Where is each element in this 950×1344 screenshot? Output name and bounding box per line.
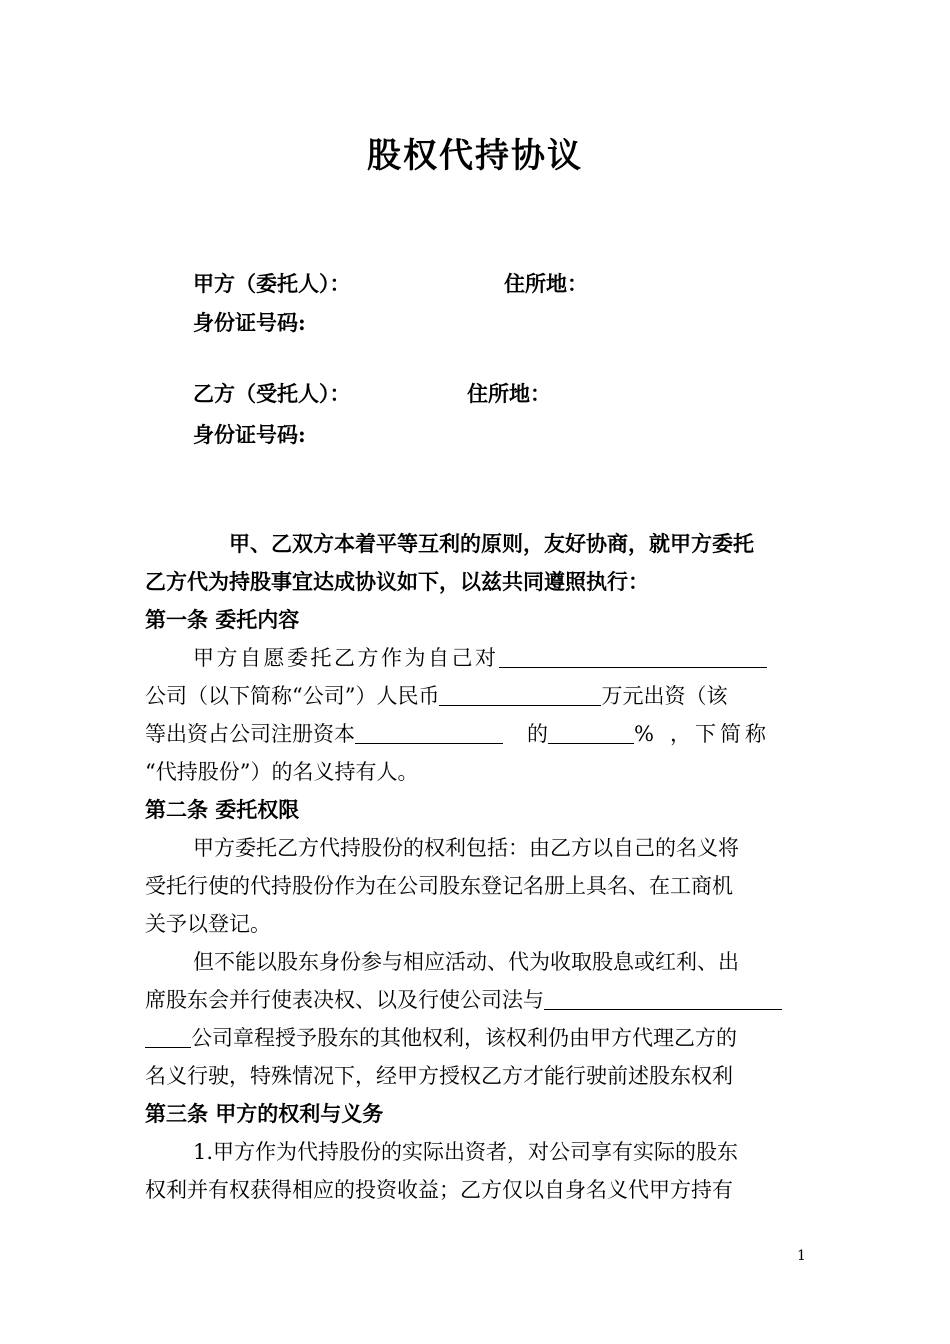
percent-sign: % [634, 722, 654, 746]
registered-capital-blank[interactable] [355, 719, 503, 744]
percentage-blank[interactable] [548, 719, 634, 744]
article-1-text: ，下简称 [669, 722, 770, 746]
article-2-p1-line-3: 关予以登记。 [145, 912, 271, 936]
party-a-address-label: 住所地： [504, 271, 588, 296]
party-b-id-label: 身份证号码: [193, 422, 306, 447]
party-b-label: 乙方（受托人）： [193, 381, 351, 406]
party-a-id-label: 身份证号码: [193, 310, 306, 335]
article-1-text: 甲方自愿委托乙方作为自己对 [193, 646, 499, 670]
article-1-text: 等出资占公司注册资本 [145, 722, 355, 746]
article-2-p2-line-2 [145, 981, 807, 1019]
party-b-address-label: 住所地： [467, 381, 551, 406]
article-1-line-4: “代持股份”）的名义持有人。 [145, 760, 419, 784]
article-2-p2-line-4: 名义行驶，特殊情况下，经甲方授权乙方才能行驶前述股东权利 [145, 1064, 733, 1088]
preamble-line-2: 乙方代为持股事宜达成协议如下，以兹共同遵照执行： [145, 569, 649, 594]
amount-blank[interactable] [439, 681, 601, 706]
article-2-heading: 第二条 委托权限 [145, 797, 300, 822]
agreement-body [145, 525, 807, 1209]
article-1-text: 的 [527, 722, 548, 746]
page-number: 1 [797, 1248, 806, 1264]
article-2-p1-line-2: 受托行使的代持股份作为在公司股东登记名册上具名、在工商机 [145, 874, 733, 898]
article-1-text: 万元出资（该 [601, 684, 728, 708]
article-1-heading: 第一条 委托内容 [145, 607, 300, 632]
party-a-label: 甲方（委托人）： [193, 271, 351, 296]
article-2-p2-line-1: 但不能以股东身份参与相应活动、代为收取股息或红利、出 [193, 950, 739, 974]
article-3-p1-line-1: 1.甲方作为代持股份的实际出资者，对公司享有实际的股东 [193, 1140, 739, 1164]
article-2-text: 席股东会并行使表决权、以及行使公司法与 [145, 988, 544, 1012]
article-1-line-1 [145, 639, 807, 677]
law-blank-continued[interactable] [145, 1023, 191, 1048]
article-2-p2-line-3 [145, 1019, 807, 1057]
article-2-text: 公司章程授予股东的其他权利，该权利仍由甲方代理乙方的 [191, 1026, 737, 1050]
article-3-p1-line-2: 权利并有权获得相应的投资收益；乙方仅以自身名义代甲方持有 [145, 1178, 733, 1202]
document-title: 股权代持协议 [367, 136, 583, 176]
company-name-blank[interactable] [499, 643, 767, 668]
article-1-text: 公司（以下简称“公司”）人民币 [145, 684, 440, 708]
article-2-p1-line-1: 甲方委托乙方代持股份的权利包括：由乙方以自己的名义将 [193, 836, 739, 860]
article-3-heading: 第三条 甲方的权利与义务 [145, 1101, 384, 1126]
article-1-line-3 [145, 715, 807, 753]
law-blank[interactable] [544, 985, 782, 1010]
preamble-line-1: 甲、乙双方本着平等互利的原则，友好协商，就甲方委托 [229, 531, 754, 556]
article-1-line-2 [145, 677, 807, 715]
